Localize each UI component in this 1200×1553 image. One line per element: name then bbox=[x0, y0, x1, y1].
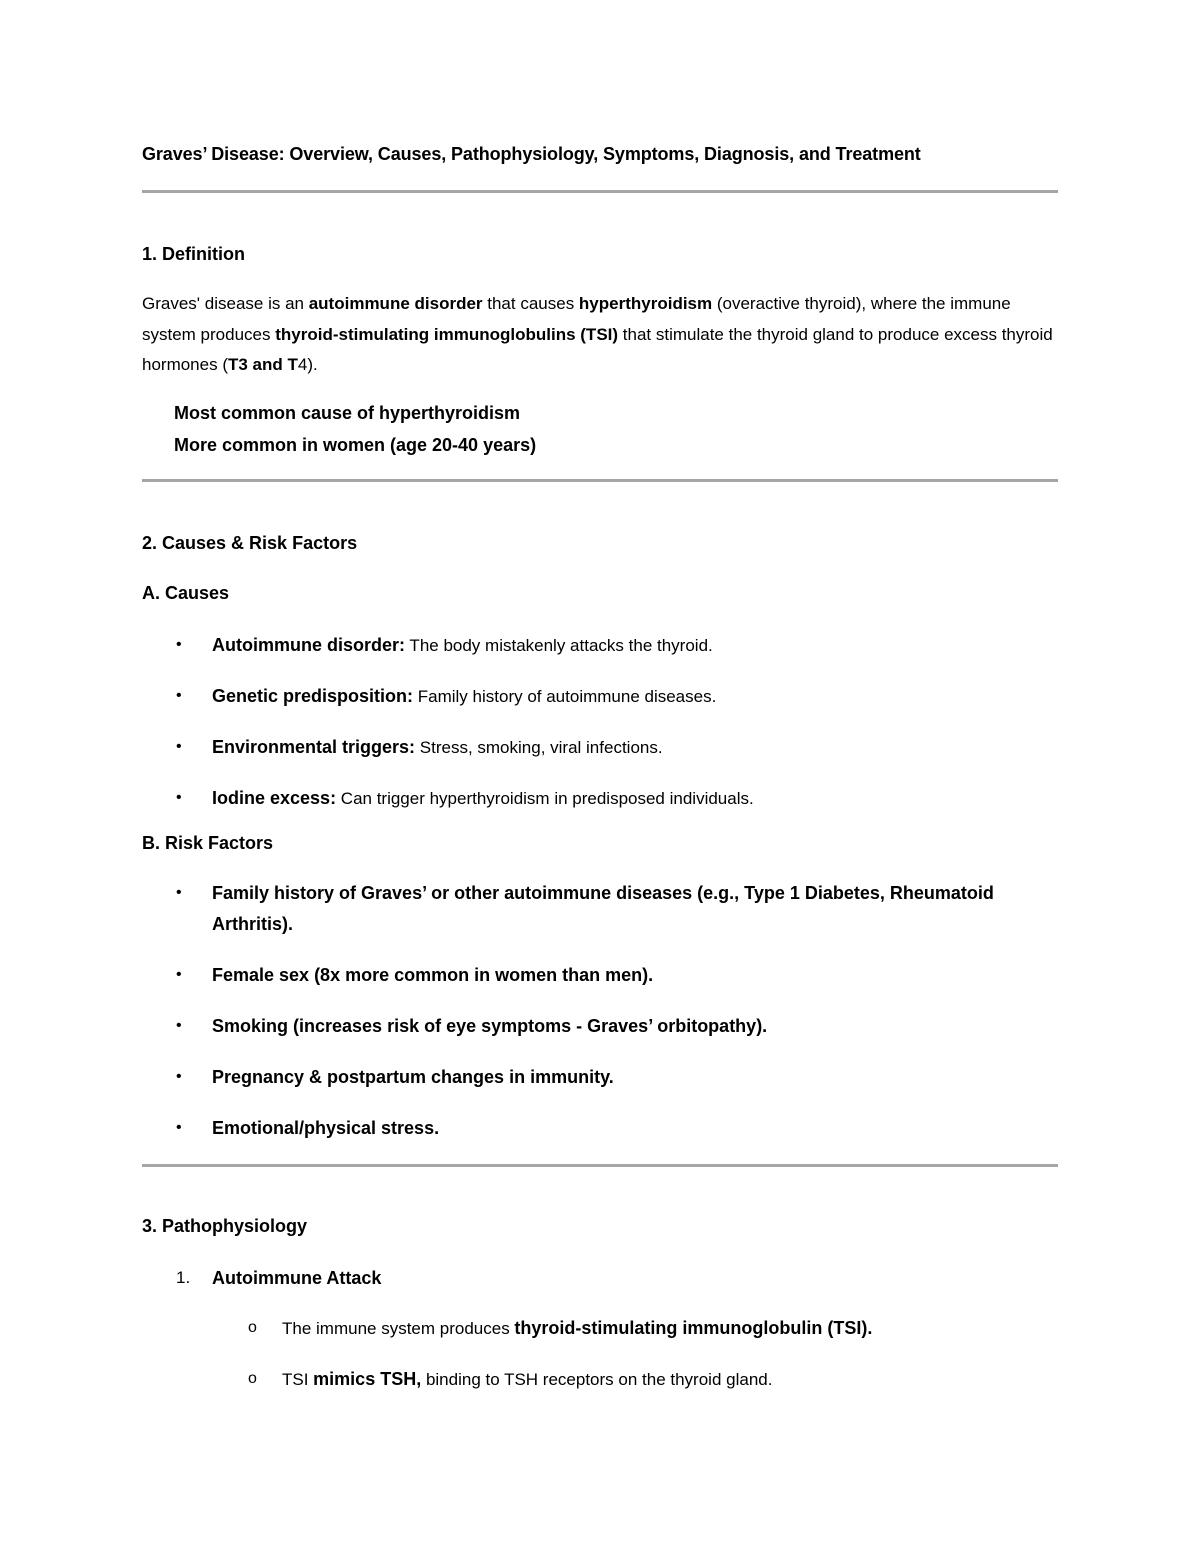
list-item bbox=[142, 1011, 1058, 1042]
list-item bbox=[142, 732, 1058, 763]
document-page bbox=[142, 140, 1058, 1395]
section-heading-pathophysiology: 3. Pathophysiology bbox=[142, 1215, 308, 1236]
bold-label: Autoimmune disorder: bbox=[212, 634, 406, 655]
list-item bbox=[142, 681, 1058, 712]
key-points bbox=[142, 397, 1058, 461]
numbered-item bbox=[142, 1263, 1058, 1293]
bullet-icon: • bbox=[176, 635, 182, 653]
item-text: Pregnancy & postpartum changes in immunity. bbox=[212, 1066, 614, 1087]
pathophysiology-list bbox=[142, 1263, 1058, 1293]
list-item bbox=[142, 878, 1058, 940]
text-run: The immune system produces bbox=[282, 1318, 515, 1338]
item-text: Female sex (8x more common in women than men). bbox=[212, 964, 654, 985]
sub-list-item bbox=[142, 1364, 1058, 1395]
bold-label: Iodine excess: bbox=[212, 787, 337, 808]
bold-text-run: autoimmune disorder bbox=[308, 294, 483, 313]
circle-bullet-icon: o bbox=[248, 1369, 257, 1387]
bold-text-run: thyroid-stimulating immunoglobulin (TSI). bbox=[514, 1317, 873, 1338]
item-text: Smoking (increases risk of eye symptoms - Graves’ orbitopathy). bbox=[212, 1015, 768, 1036]
bullet-icon: • bbox=[176, 883, 182, 901]
text-run: binding to TSH receptors on the thyroid gland. bbox=[421, 1369, 773, 1389]
document-title: Graves’ Disease: Overview, Causes, Pathophysiology, Symptoms, Diagnosis, and Treatment bbox=[142, 144, 921, 164]
bullet-icon: • bbox=[176, 1016, 182, 1034]
item-text: Can trigger hyperthyroidism in predisposed individuals. bbox=[336, 788, 754, 808]
list-item bbox=[142, 783, 1058, 814]
subheading-causes: A. Causes bbox=[142, 582, 230, 603]
list-item bbox=[142, 1113, 1058, 1144]
text-run: ). bbox=[307, 355, 318, 374]
bullet-icon: • bbox=[176, 788, 182, 806]
subheading-risk-factors: B. Risk Factors bbox=[142, 832, 274, 853]
text-run: that causes bbox=[482, 294, 579, 313]
section-heading-causes: 2. Causes & Risk Factors bbox=[142, 532, 358, 553]
bullet-icon: • bbox=[176, 686, 182, 704]
item-label: Autoimmune Attack bbox=[212, 1267, 382, 1288]
text-run: Graves' disease is an bbox=[142, 294, 309, 313]
section-heading-definition: 1. Definition bbox=[142, 244, 245, 264]
pathophysiology-subpoints bbox=[142, 1313, 1058, 1395]
horizontal-rule bbox=[142, 479, 1058, 482]
item-text: Stress, smoking, viral infections. bbox=[415, 737, 663, 757]
item-text: Family history of Graves’ or other autoimmune diseases (e.g., Type 1 Diabetes, Rheumatoid Arthritis). bbox=[212, 882, 994, 934]
bold-label: Genetic predisposition: bbox=[212, 685, 414, 706]
definition-paragraph bbox=[142, 289, 1058, 381]
item-text: Family history of autoimmune diseases. bbox=[413, 686, 717, 706]
list-item bbox=[142, 960, 1058, 991]
bullet-icon: • bbox=[176, 1067, 182, 1085]
bullet-icon: • bbox=[176, 965, 182, 983]
item-text: Emotional/physical stress. bbox=[212, 1117, 440, 1138]
item-number: 1. bbox=[176, 1267, 191, 1287]
key-point: More common in women (age 20-40 years) bbox=[174, 434, 537, 455]
bold-text-run: hyperthyroidism bbox=[578, 294, 713, 313]
list-item bbox=[142, 630, 1058, 661]
key-point: Most common cause of hyperthyroidism bbox=[174, 402, 521, 423]
text-run: TSI bbox=[282, 1369, 314, 1389]
circle-bullet-icon: o bbox=[248, 1318, 257, 1336]
bullet-icon: • bbox=[176, 1118, 182, 1136]
risk-factors-list bbox=[142, 878, 1058, 1144]
sub-list-item bbox=[142, 1313, 1058, 1344]
list-item bbox=[142, 1062, 1058, 1093]
bold-text-run: mimics TSH, bbox=[313, 1368, 422, 1389]
bold-label: Environmental triggers: bbox=[212, 736, 416, 757]
horizontal-rule bbox=[142, 1164, 1058, 1167]
bold-text-run: thyroid-stimulating immunoglobulins (TSI) bbox=[275, 324, 619, 344]
causes-list bbox=[142, 630, 1058, 814]
horizontal-rule bbox=[142, 190, 1058, 193]
bold-text-run: T3 and T bbox=[227, 355, 298, 374]
text-run: (overactive thyroid), where the immune system produces bbox=[142, 294, 1011, 344]
text-run: that stimulate the thyroid gland to produce excess thyroid hormones ( bbox=[142, 324, 1053, 374]
bullet-icon: • bbox=[176, 737, 182, 755]
text-run: 4 bbox=[297, 355, 308, 374]
item-text: The body mistakenly attacks the thyroid. bbox=[405, 635, 713, 655]
